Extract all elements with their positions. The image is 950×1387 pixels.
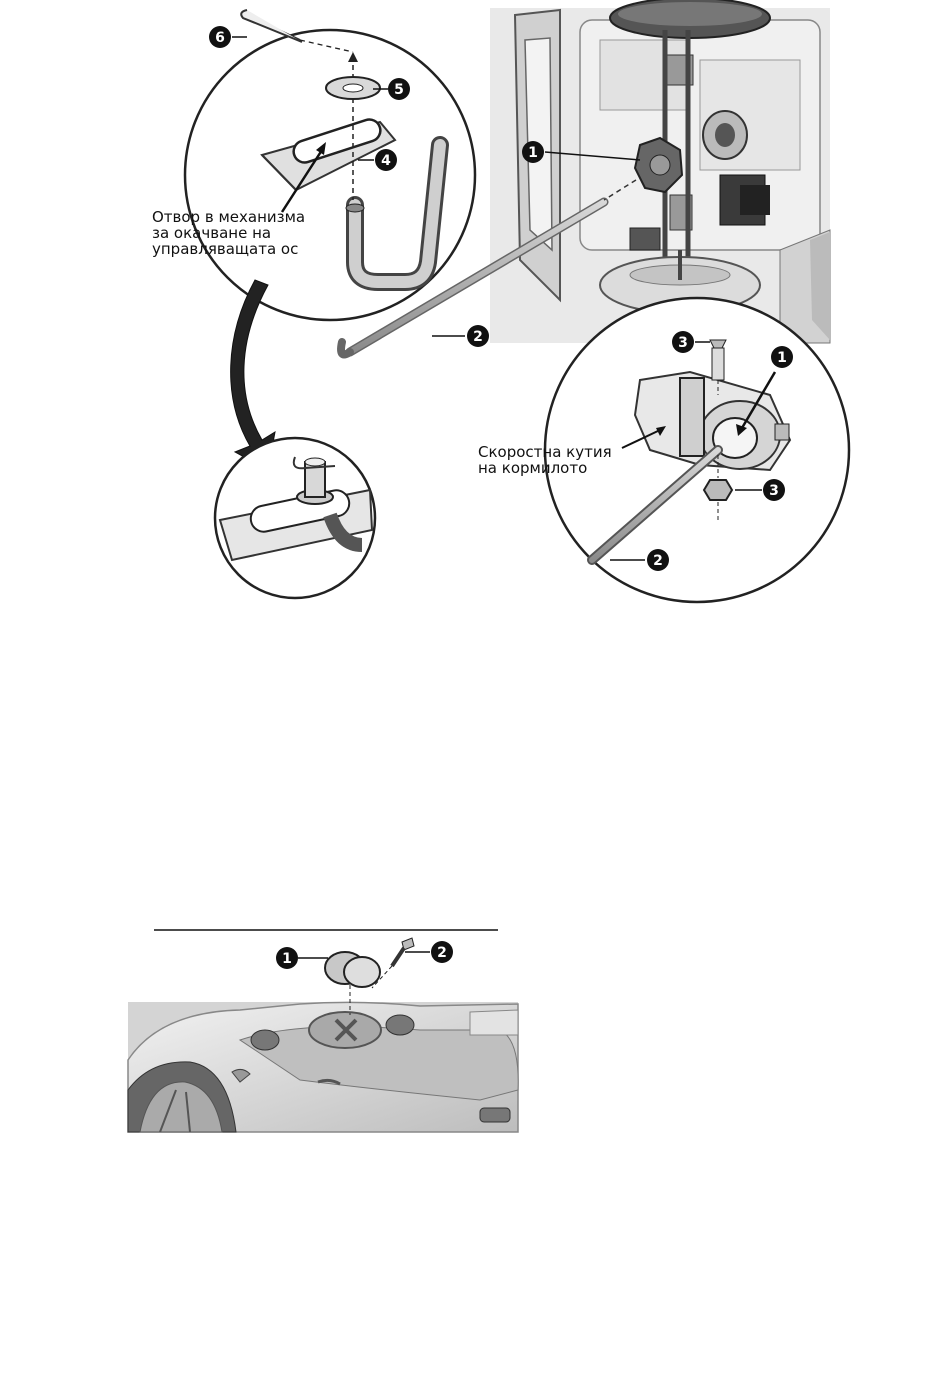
callout-1-speaker xyxy=(276,947,298,969)
callout-4 xyxy=(375,149,397,171)
label-gear-line1: Скоростна кутия xyxy=(478,443,612,461)
svg-text:1: 1 xyxy=(528,145,538,161)
callout-2-top xyxy=(467,325,489,347)
label-steering-gearbox xyxy=(478,444,612,476)
svg-text:6: 6 xyxy=(215,30,225,46)
svg-text:2: 2 xyxy=(437,945,447,961)
svg-text:4: 4 xyxy=(381,153,391,169)
callout-3-bottom xyxy=(763,479,785,501)
svg-text:5: 5 xyxy=(394,82,404,98)
label-hole-line2: за окачване на xyxy=(152,224,272,242)
label-hole-line3: управляващата ос xyxy=(152,240,299,258)
label-hole-line1: Отвор в механизма xyxy=(152,208,306,226)
callout-5 xyxy=(388,78,410,100)
callout-6 xyxy=(209,26,231,48)
callout-1-gearbox xyxy=(771,346,793,368)
label-suspension-hole xyxy=(152,209,305,257)
callout-3-top xyxy=(672,331,694,353)
svg-text:2: 2 xyxy=(653,553,663,569)
svg-text:3: 3 xyxy=(769,483,779,499)
label-gear-line2: на кормилото xyxy=(478,459,588,477)
svg-text:1: 1 xyxy=(777,350,787,366)
callout-2-gearbox xyxy=(647,549,669,571)
callout-1-top xyxy=(522,141,544,163)
svg-text:3: 3 xyxy=(678,335,688,351)
callout-2-screw xyxy=(431,941,453,963)
svg-text:1: 1 xyxy=(282,951,292,967)
svg-text:2: 2 xyxy=(473,329,483,345)
